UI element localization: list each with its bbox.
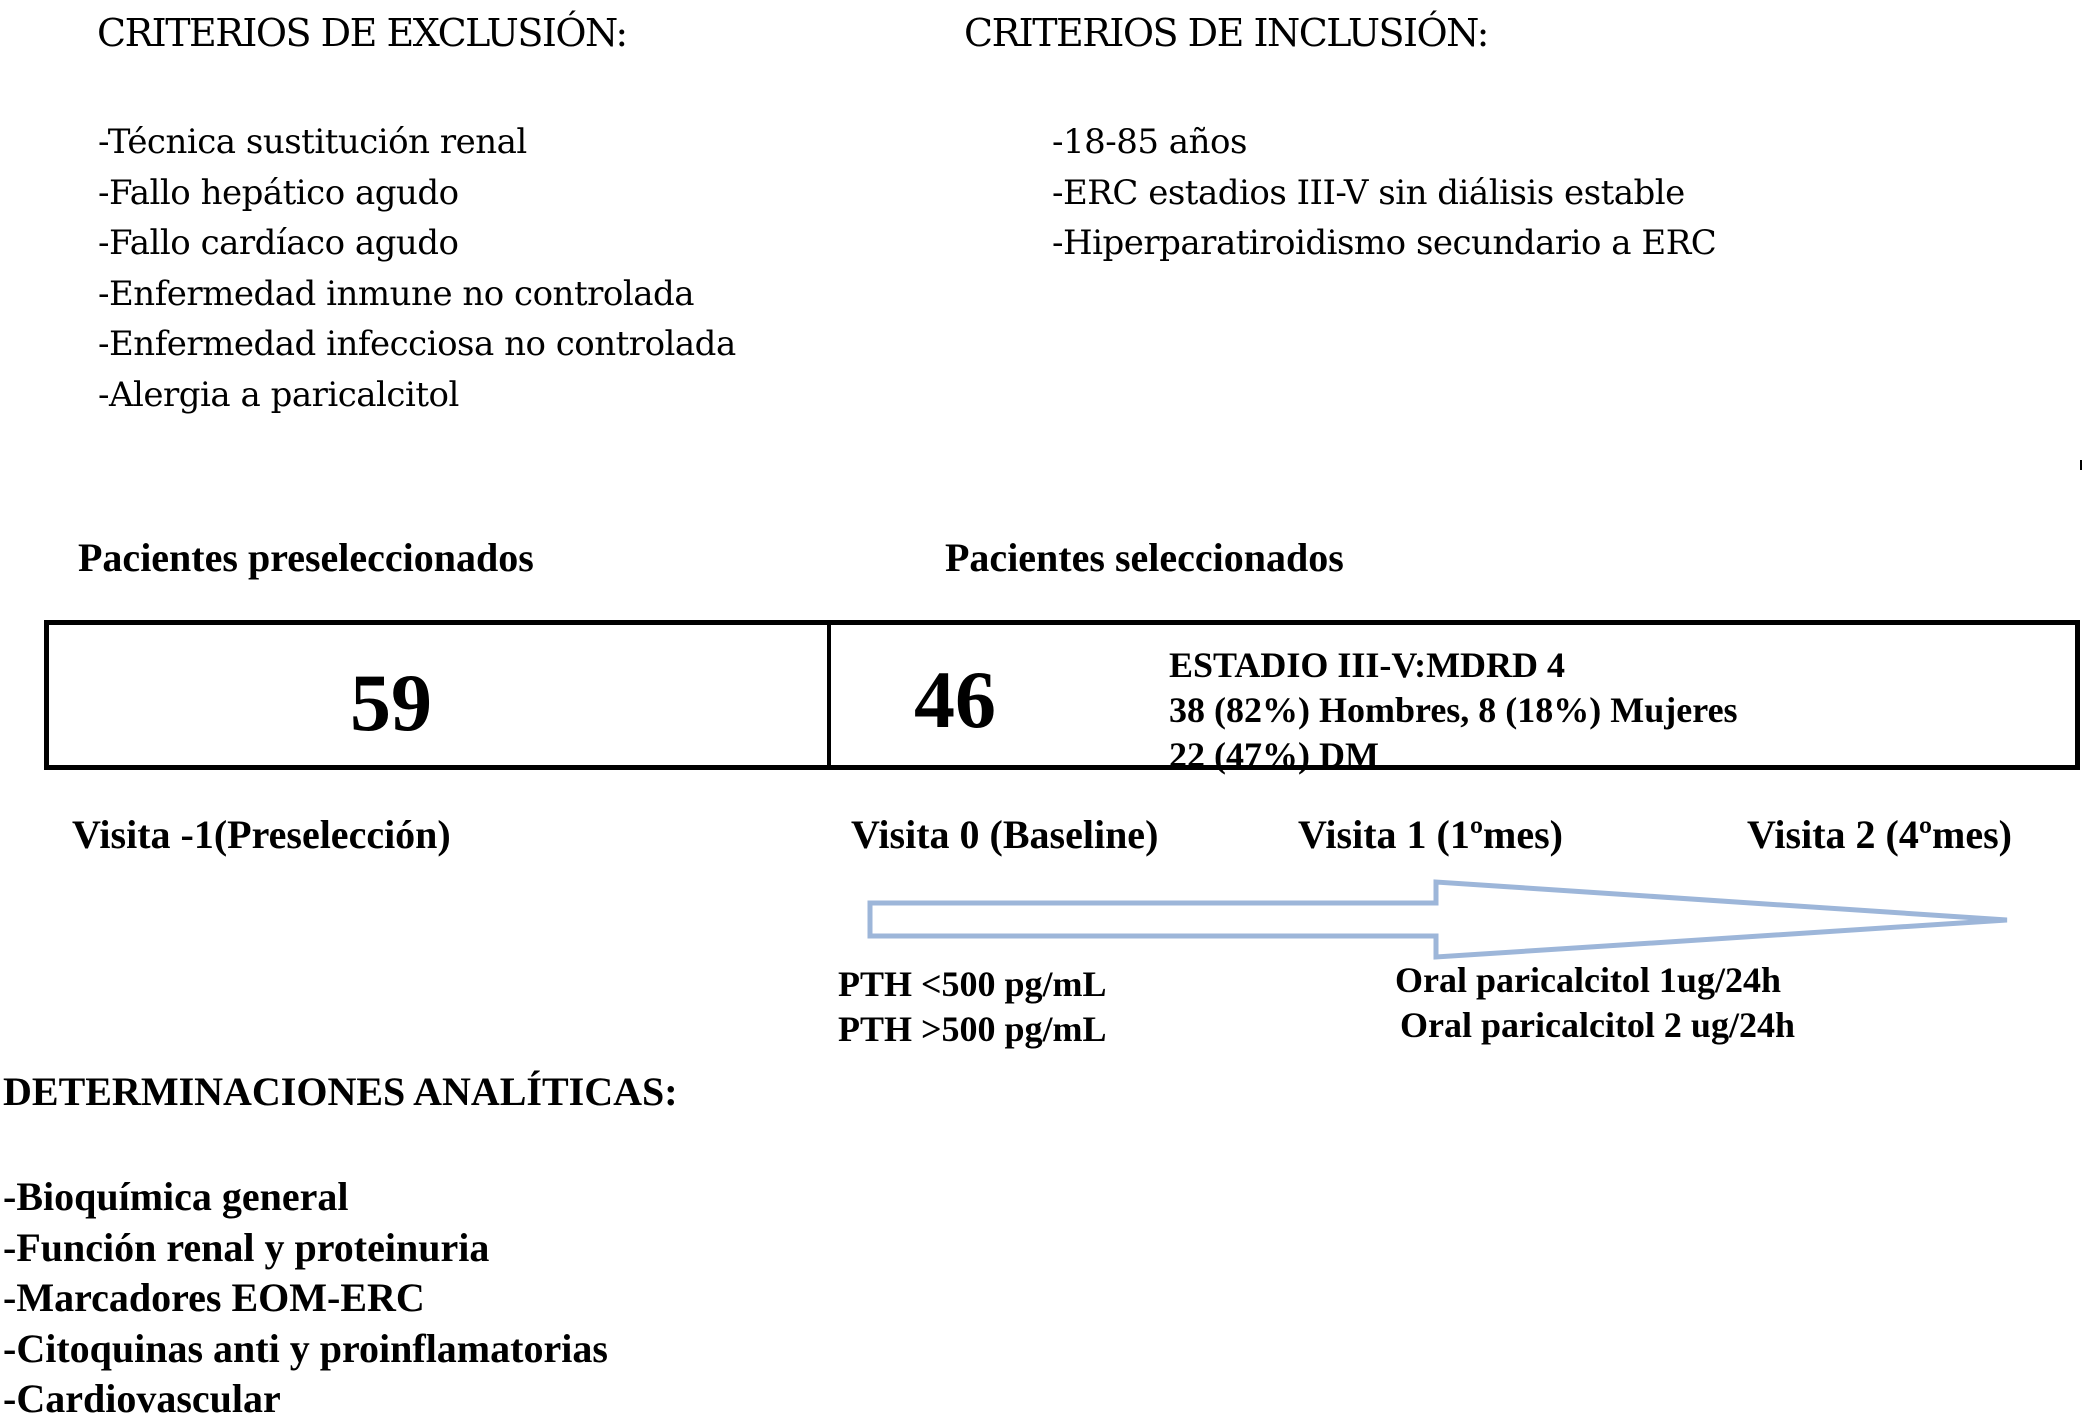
dosing-item: Oral paricalcitol 2 ug/24h — [1400, 1005, 1795, 1045]
preselected-count: 59 — [350, 657, 432, 748]
pth-threshold: PTH <500 pg/mL — [838, 964, 1107, 1004]
exclusion-item: -Enfermedad infecciosa no controlada — [98, 324, 736, 364]
analytics-list — [3, 1172, 608, 1425]
visit-month-4: Visita 2 (4ºmes) — [1747, 812, 2012, 857]
analytics-item: -Citoquinas anti y proinflamatorias — [3, 1325, 608, 1371]
selected-detail: 22 (47%) DM — [1169, 735, 1379, 775]
selected-detail: ESTADIO III-V:MDRD 4 — [1169, 645, 1566, 685]
visit-preselection: Visita -1(Preselección) — [72, 812, 451, 857]
visit-month-1: Visita 1 (1ºmes) — [1298, 812, 1563, 857]
analytics-title: DETERMINACIONES ANALÍTICAS: — [3, 1069, 678, 1114]
analytics-item: -Bioquímica general — [3, 1174, 349, 1219]
inclusion-item: -Hiperparatiroidismo secundario a ERC — [1052, 223, 1717, 263]
analytics-item: -Cardiovascular — [3, 1376, 281, 1421]
exclusion-item: -Enfermedad inmune no controlada — [98, 273, 695, 314]
inclusion-item: -18-85 años — [1052, 122, 1247, 162]
selected-detail: 38 (82%) Hombres, 8 (18%) Mujeres — [1169, 690, 1738, 730]
selected-label: Pacientes seleccionados — [945, 535, 1344, 580]
exclusion-item: -Fallo cardíaco agudo — [98, 223, 459, 263]
inclusion-title: CRITERIOS DE INCLUSIÓN: — [964, 11, 1488, 55]
preselected-label: Pacientes preseleccionados — [78, 535, 534, 580]
selected-count: 46 — [914, 654, 996, 745]
exclusion-item: -Alergia a paricalcitol — [98, 374, 459, 415]
exclusion-title: CRITERIOS DE EXCLUSIÓN: — [97, 11, 627, 55]
pth-list — [838, 962, 1107, 1052]
exclusion-item: -Fallo hepático agudo — [98, 172, 459, 213]
inclusion-item: -ERC estadios III-V sin diálisis estable — [1052, 172, 1685, 213]
exclusion-item: -Técnica sustitución renal — [98, 122, 527, 162]
pth-threshold: PTH >500 pg/mL — [838, 1009, 1107, 1049]
timeline-arrow-shape — [870, 882, 2007, 957]
analytics-item: -Marcadores EOM-ERC — [3, 1275, 425, 1320]
dosing-item: Oral paricalcitol 1ug/24h — [1395, 960, 1781, 1000]
visit-baseline: Visita 0 (Baseline) — [851, 812, 1159, 857]
analytics-item: -Función renal y proteinuria — [3, 1224, 490, 1270]
